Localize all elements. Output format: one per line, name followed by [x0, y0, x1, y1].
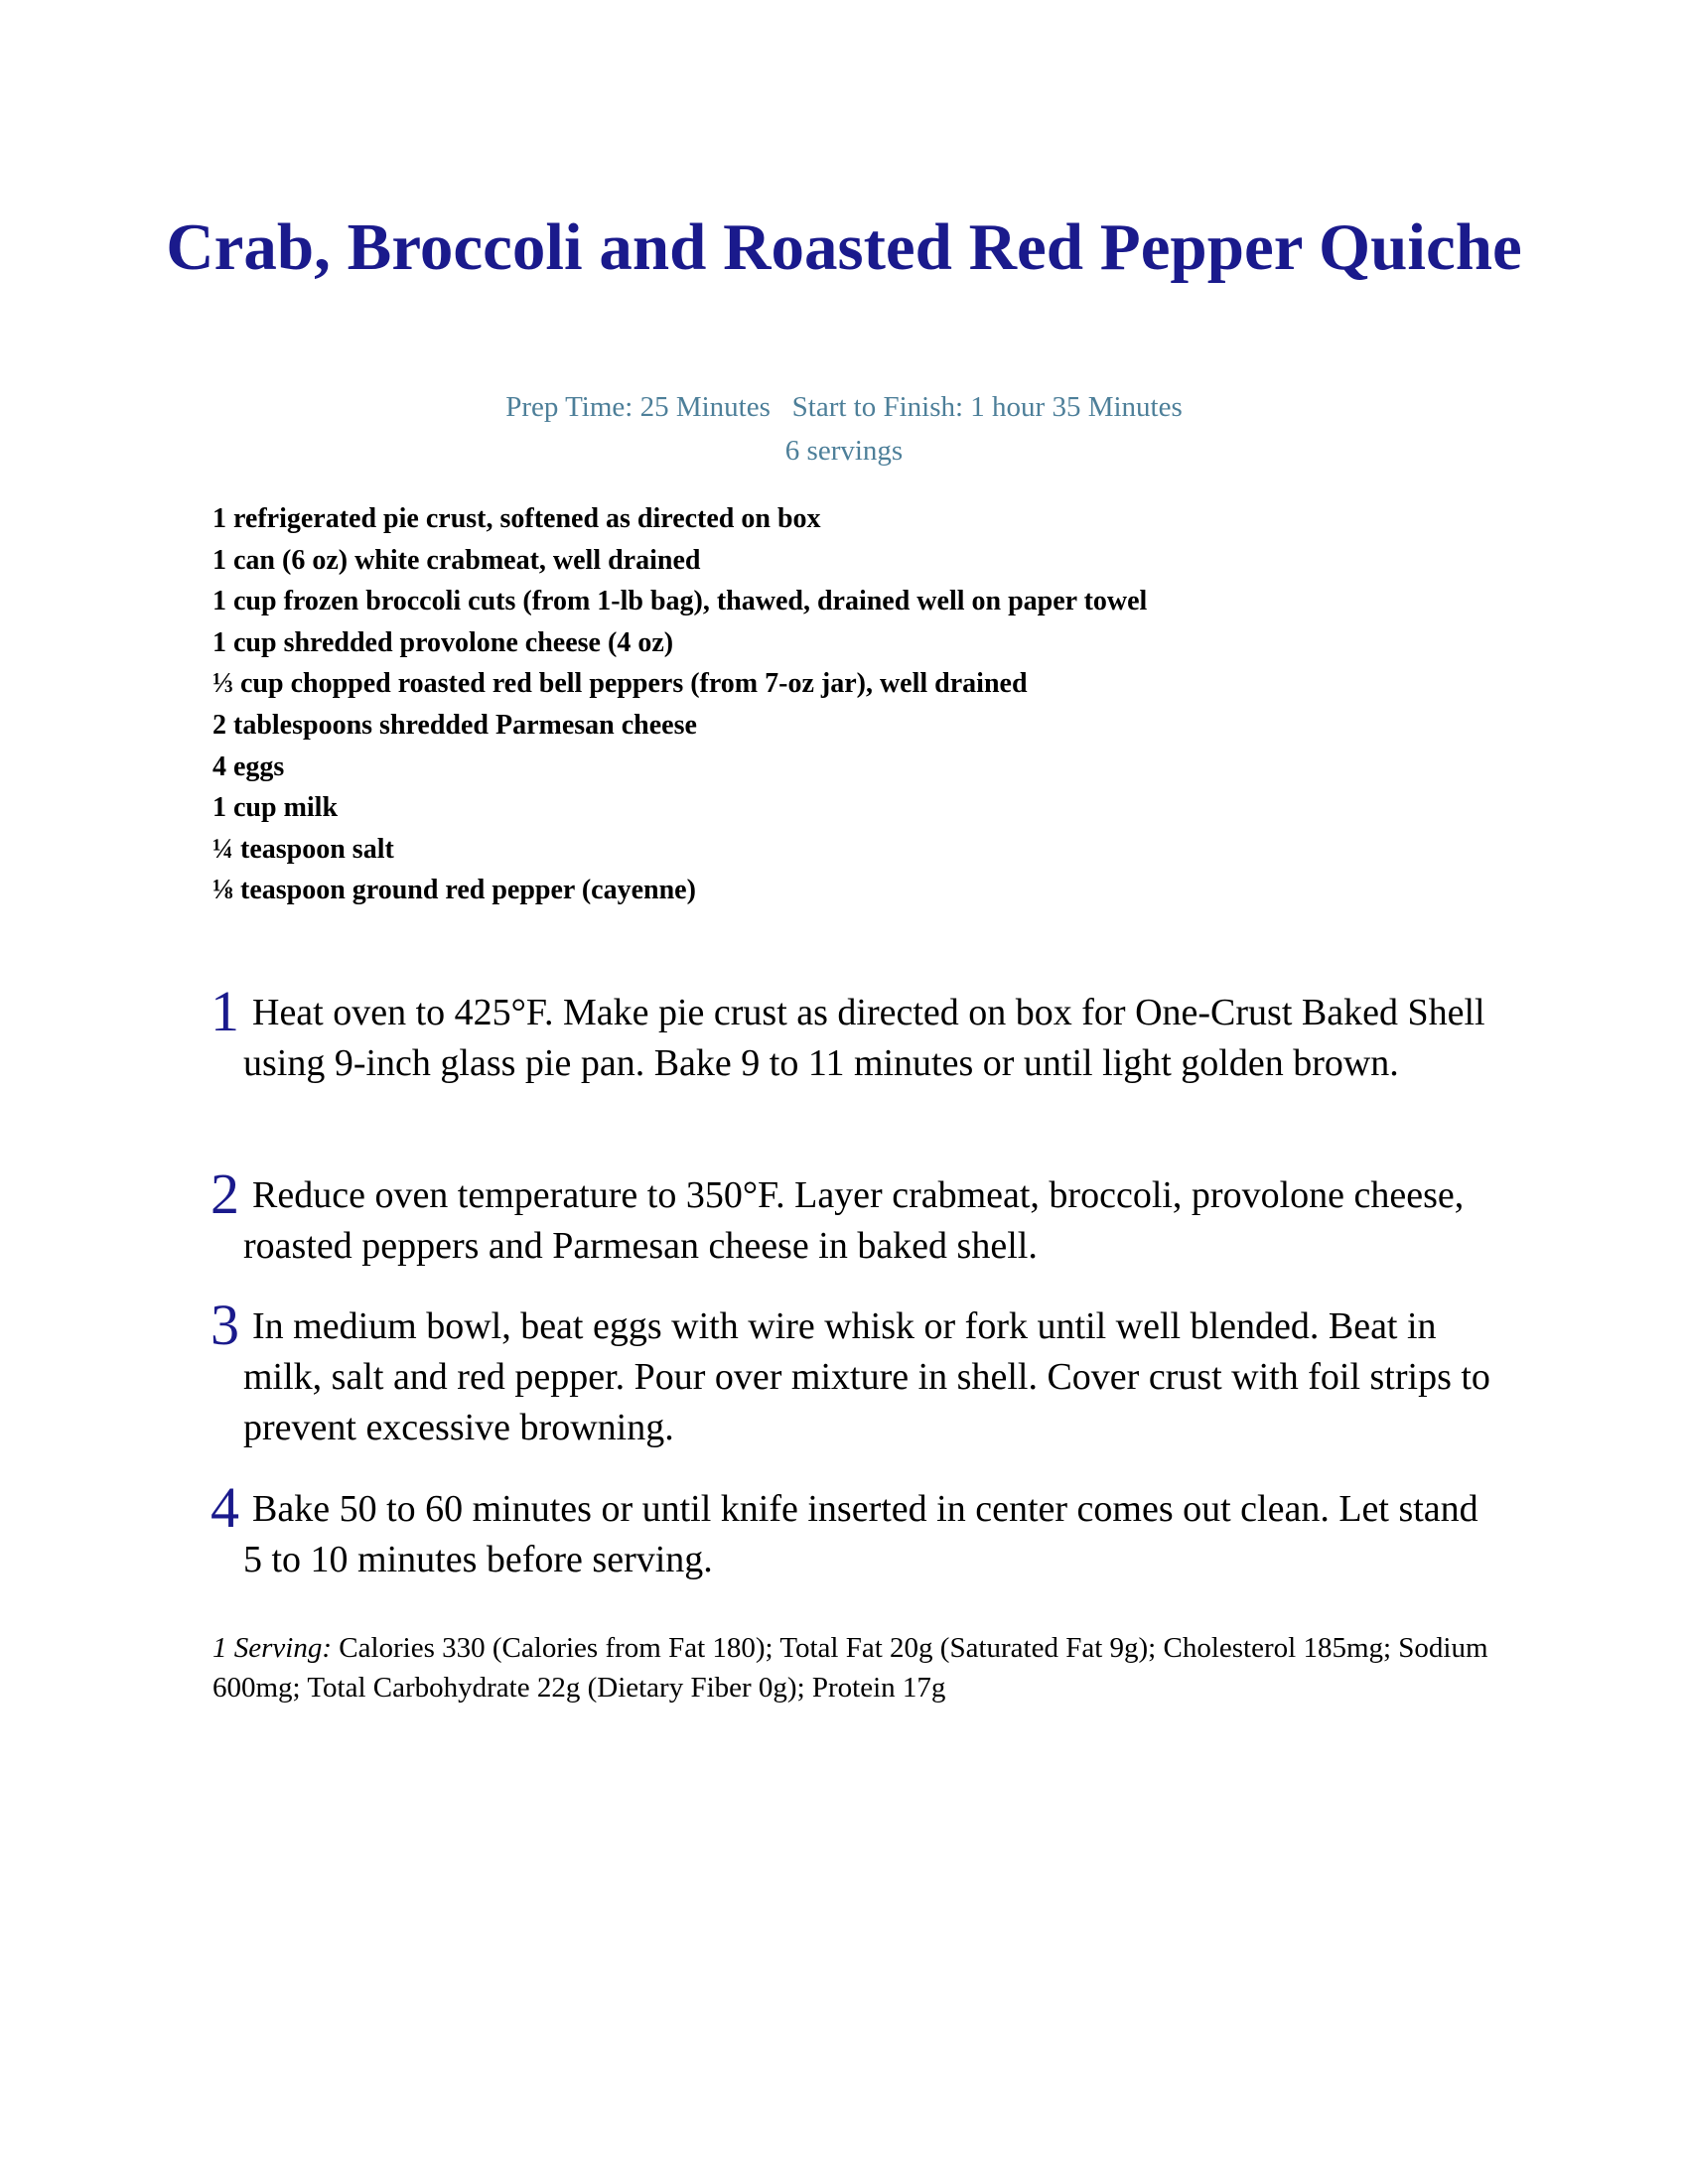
direction-step — [211, 979, 1501, 1170]
direction-step — [211, 1161, 1501, 1301]
servings: 6 servings — [784, 435, 904, 467]
nutrition-text: Calories 330 (Calories from Fat 180); Total Fat 20g (Saturated Fat 9g); Cholesterol 185mg; Sodium 600mg; Total Carbohydrate 22g (Dietary Fiber 0g); Protein 17g — [212, 1632, 1488, 1704]
step-text: Bake 50 to 60 minutes or until knife inserted in center comes out clean. Let stand 5 to 10 minutes before serving. — [243, 1488, 1478, 1580]
ingredient-item: ⅓ cup chopped roasted red bell peppers (from 7-oz jar), well drained — [212, 668, 1028, 700]
step-text: Reduce oven temperature to 350°F. Layer crabmeat, broccoli, provolone cheese, roasted peppers and Parmesan cheese in baked shell. — [243, 1174, 1465, 1267]
step-text: Heat oven to 425°F. Make pie crust as directed on box for One-Crust Baked Shell using 9-inch glass pie pan. Bake 9 to 11 minutes or until light golden brown. — [243, 992, 1485, 1084]
ingredient-item: 1 refrigerated pie crust, softened as directed on box — [212, 503, 821, 534]
recipe-title: Crab, Broccoli and Roasted Red Pepper Quiche — [166, 210, 1522, 284]
ingredient-item: 1 cup frozen broccoli cuts (from 1-lb bag), thawed, drained well on paper towel — [212, 586, 1148, 617]
nutrition-lead: 1 Serving: — [212, 1632, 332, 1664]
step-text: In medium bowl, beat eggs with wire whisk or fork until well blended. Beat in milk, salt and red pepper. Pour over mixture in shell. Cover crust with foil strips to prevent excessive browning. — [243, 1305, 1490, 1448]
ingredient-item: ¼ teaspoon salt — [212, 833, 394, 865]
ingredient-item: 1 cup milk — [212, 792, 339, 824]
step-number: 3 — [211, 1293, 239, 1357]
recipe-times — [149, 389, 1539, 425]
ingredient-item: 1 can (6 oz) white crabmeat, well drained — [212, 544, 701, 576]
step-number: 1 — [211, 979, 239, 1043]
step-number: 4 — [211, 1475, 239, 1540]
ingredient-item: 2 tablespoons shredded Parmesan cheese — [212, 709, 697, 741]
direction-steps — [211, 979, 1501, 1613]
step-number: 2 — [211, 1161, 239, 1226]
direction-step — [211, 1475, 1501, 1613]
ingredient-item: 1 cup shredded provolone cheese (4 oz) — [212, 626, 674, 658]
ingredient-list — [212, 498, 1503, 911]
nutrition-info — [212, 1628, 1503, 1707]
start-to-finish-time: Start to Finish: 1 hour 35 Minutes — [791, 391, 1183, 423]
ingredient-item: ⅛ teaspoon ground red pepper (cayenne) — [212, 875, 696, 906]
ingredient-item: 4 eggs — [212, 751, 285, 782]
direction-step — [211, 1293, 1501, 1484]
prep-time: Prep Time: 25 Minutes — [505, 391, 771, 423]
